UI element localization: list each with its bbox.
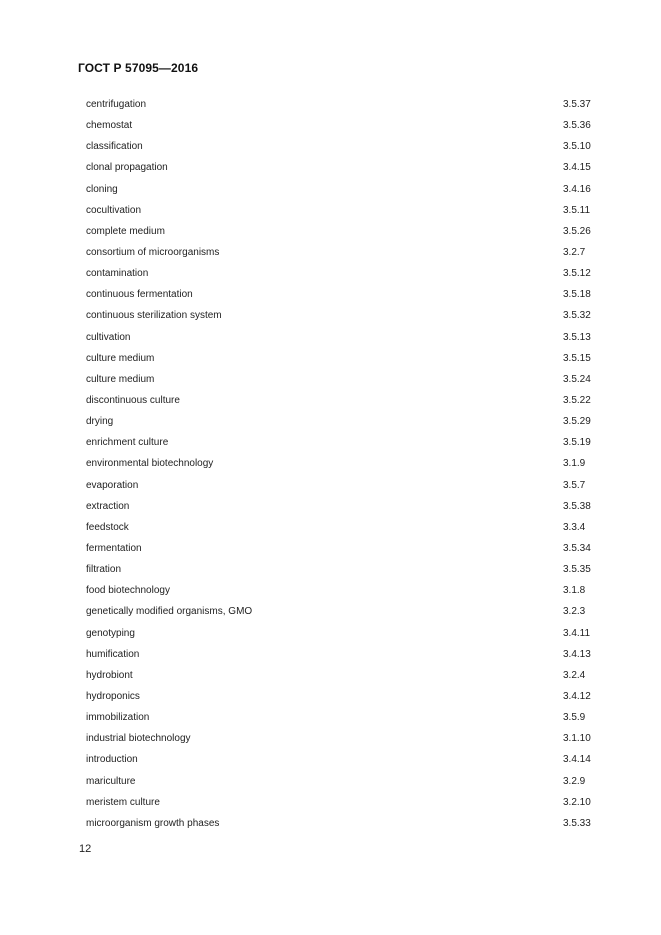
index-term: cocultivation bbox=[86, 204, 142, 216]
index-term: culture medium bbox=[86, 373, 155, 385]
index-term: mariculture bbox=[86, 775, 136, 787]
index-reference: 3.5.19 bbox=[563, 437, 591, 449]
index-entry bbox=[86, 771, 606, 792]
index-term: feedstock bbox=[86, 521, 129, 533]
index-entry bbox=[86, 242, 606, 263]
index-reference: 3.4.15 bbox=[563, 162, 591, 174]
index-entry bbox=[86, 411, 606, 432]
index-term: classification bbox=[86, 141, 143, 153]
index-term: hydroponics bbox=[86, 690, 140, 702]
index-term: microorganism growth phases bbox=[86, 817, 220, 829]
index-entry bbox=[86, 221, 606, 242]
index-reference: 3.1.8 bbox=[563, 585, 586, 597]
index-entry bbox=[86, 327, 606, 348]
index-entry bbox=[86, 263, 606, 284]
index-entry bbox=[86, 157, 606, 178]
index-term: clonal propagation bbox=[86, 162, 168, 174]
index-term: fermentation bbox=[86, 542, 142, 554]
index-reference: 3.2.3 bbox=[563, 606, 586, 618]
index-term: meristem culture bbox=[86, 796, 160, 808]
index-entry bbox=[86, 115, 606, 136]
index-entry bbox=[86, 284, 606, 305]
term-index-list bbox=[86, 94, 606, 834]
page-number: 12 bbox=[79, 843, 92, 855]
index-entry bbox=[86, 94, 606, 115]
index-entry bbox=[86, 623, 606, 644]
index-entry bbox=[86, 475, 606, 496]
index-reference: 3.5.10 bbox=[563, 141, 591, 153]
index-entry bbox=[86, 432, 606, 453]
index-term: evaporation bbox=[86, 479, 139, 491]
index-entry bbox=[86, 496, 606, 517]
index-entry bbox=[86, 305, 606, 326]
index-term: centrifugation bbox=[86, 99, 147, 110]
index-term: cultivation bbox=[86, 331, 131, 343]
index-reference: 3.5.34 bbox=[563, 542, 591, 554]
index-entry bbox=[86, 707, 606, 728]
index-reference: 3.5.18 bbox=[563, 289, 591, 301]
index-reference: 3.4.13 bbox=[563, 648, 591, 660]
index-reference: 3.4.12 bbox=[563, 690, 591, 702]
index-entry bbox=[86, 200, 606, 221]
index-entry bbox=[86, 390, 606, 411]
index-entry bbox=[86, 453, 606, 474]
index-term: culture medium bbox=[86, 352, 155, 364]
index-reference: 3.4.11 bbox=[563, 627, 591, 639]
index-reference: 3.1.10 bbox=[563, 733, 591, 745]
index-term: continuous fermentation bbox=[86, 289, 193, 301]
index-entry bbox=[86, 792, 606, 813]
index-term: filtration bbox=[86, 564, 122, 576]
index-term: enrichment culture bbox=[86, 437, 169, 449]
index-reference: 3.5.24 bbox=[563, 373, 591, 385]
index-reference: 3.5.9 bbox=[563, 712, 586, 724]
index-reference: 3.5.35 bbox=[563, 564, 591, 576]
index-entry bbox=[86, 559, 606, 580]
index-entry bbox=[86, 728, 606, 749]
index-reference: 3.5.29 bbox=[563, 416, 591, 428]
index-term: hydrobiont bbox=[86, 669, 133, 681]
index-reference: 3.5.37 bbox=[563, 99, 591, 110]
index-term: discontinuous culture bbox=[86, 394, 180, 406]
index-entry bbox=[86, 665, 606, 686]
index-reference: 3.2.4 bbox=[563, 669, 586, 681]
index-term: drying bbox=[86, 416, 114, 428]
index-reference: 3.4.16 bbox=[563, 183, 591, 195]
index-entry bbox=[86, 369, 606, 390]
index-reference: 3.2.7 bbox=[563, 246, 586, 258]
index-reference: 3.3.4 bbox=[563, 521, 586, 533]
index-reference: 3.5.13 bbox=[563, 331, 591, 343]
index-entry bbox=[86, 644, 606, 665]
index-reference: 3.5.15 bbox=[563, 352, 591, 364]
index-term: extraction bbox=[86, 500, 130, 512]
index-reference: 3.2.9 bbox=[563, 775, 586, 787]
index-term: genotyping bbox=[86, 627, 135, 639]
index-term: cloning bbox=[86, 183, 118, 195]
index-entry bbox=[86, 601, 606, 622]
index-reference: 3.5.26 bbox=[563, 225, 591, 237]
index-term: contamination bbox=[86, 268, 149, 280]
index-term: consortium of microorganisms bbox=[86, 246, 220, 258]
index-term: complete medium bbox=[86, 225, 165, 237]
index-reference: 3.5.32 bbox=[563, 310, 591, 322]
index-term: immobilization bbox=[86, 712, 150, 724]
index-entry bbox=[86, 686, 606, 707]
index-reference: 3.5.11 bbox=[563, 204, 591, 216]
index-reference: 3.5.7 bbox=[563, 479, 586, 491]
index-entry bbox=[86, 136, 606, 157]
index-term: industrial biotechnology bbox=[86, 733, 191, 745]
index-reference: 3.2.10 bbox=[563, 796, 591, 808]
index-entry bbox=[86, 179, 606, 200]
index-reference: 3.5.12 bbox=[563, 268, 591, 280]
index-reference: 3.5.36 bbox=[563, 120, 591, 132]
index-term: continuous sterilization system bbox=[86, 310, 222, 322]
index-reference: 3.1.9 bbox=[563, 458, 586, 470]
page-header: ГОСТ Р 57095—2016 bbox=[78, 61, 199, 75]
index-term: genetically modified organisms, GMO bbox=[86, 606, 253, 618]
index-entry bbox=[86, 348, 606, 369]
index-entry bbox=[86, 749, 606, 770]
index-term: environmental biotechnology bbox=[86, 458, 214, 470]
index-entry bbox=[86, 813, 606, 834]
index-reference: 3.4.14 bbox=[563, 754, 591, 766]
index-reference: 3.5.38 bbox=[563, 500, 591, 512]
index-term: humification bbox=[86, 648, 140, 660]
index-reference: 3.5.22 bbox=[563, 394, 591, 406]
index-term: introduction bbox=[86, 754, 138, 766]
index-entry bbox=[86, 538, 606, 559]
index-term: chemostat bbox=[86, 120, 133, 132]
index-entry bbox=[86, 517, 606, 538]
index-term: food biotechnology bbox=[86, 585, 170, 597]
index-reference: 3.5.33 bbox=[563, 817, 591, 829]
index-entry bbox=[86, 580, 606, 601]
